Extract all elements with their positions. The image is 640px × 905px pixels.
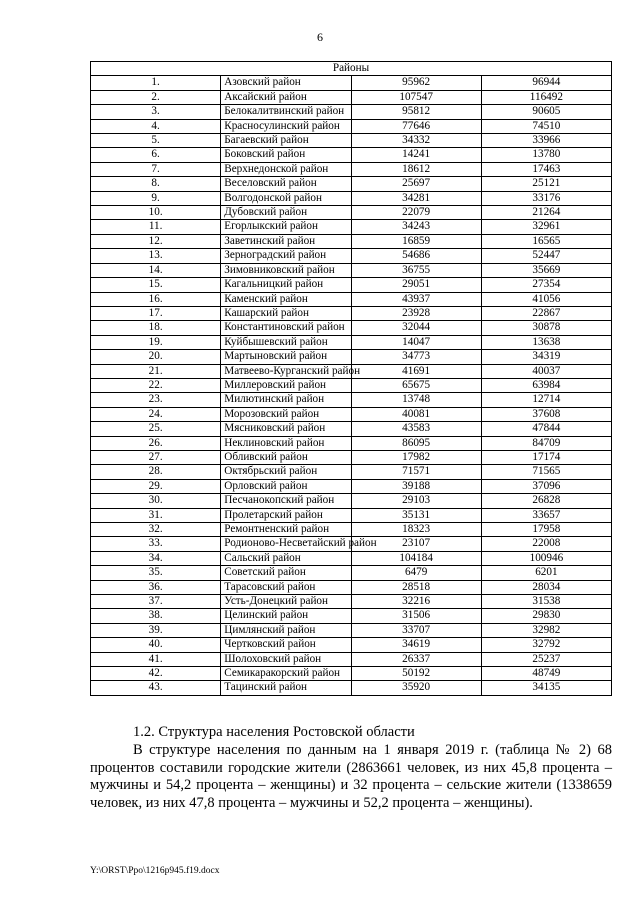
district-name: Семикаракорский район bbox=[221, 667, 351, 681]
table-row bbox=[91, 595, 612, 609]
population-value-1: 50192 bbox=[351, 667, 481, 681]
table-row bbox=[91, 278, 612, 292]
population-value-2: 48749 bbox=[481, 667, 611, 681]
table-row bbox=[91, 479, 612, 493]
population-value-2: 31538 bbox=[481, 595, 611, 609]
table-row bbox=[91, 306, 612, 320]
row-number: 19. bbox=[91, 335, 221, 349]
population-value-2: 71565 bbox=[481, 465, 611, 479]
district-name: Шолоховский район bbox=[221, 652, 351, 666]
table-row bbox=[91, 523, 612, 537]
row-number: 4. bbox=[91, 119, 221, 133]
row-number: 9. bbox=[91, 191, 221, 205]
district-name: Октябрьский район bbox=[221, 465, 351, 479]
district-name: Аксайский район bbox=[221, 90, 351, 104]
population-value-2: 41056 bbox=[481, 292, 611, 306]
population-value-2: 22008 bbox=[481, 537, 611, 551]
row-number: 31. bbox=[91, 508, 221, 522]
population-value-1: 36755 bbox=[351, 263, 481, 277]
population-value-2: 26828 bbox=[481, 494, 611, 508]
table-row bbox=[91, 234, 612, 248]
table-row bbox=[91, 508, 612, 522]
population-value-2: 32982 bbox=[481, 623, 611, 637]
row-number: 8. bbox=[91, 177, 221, 191]
population-value-2: 74510 bbox=[481, 119, 611, 133]
table-row bbox=[91, 292, 612, 306]
population-value-2: 22867 bbox=[481, 306, 611, 320]
row-number: 21. bbox=[91, 364, 221, 378]
district-name: Тарасовский район bbox=[221, 580, 351, 594]
district-name: Миллеровский район bbox=[221, 378, 351, 392]
row-number: 10. bbox=[91, 206, 221, 220]
population-value-1: 14241 bbox=[351, 148, 481, 162]
table-row bbox=[91, 119, 612, 133]
district-name: Константиновский район bbox=[221, 321, 351, 335]
district-name: Обливский район bbox=[221, 450, 351, 464]
table-row bbox=[91, 220, 612, 234]
table-row bbox=[91, 407, 612, 421]
row-number: 39. bbox=[91, 623, 221, 637]
population-value-2: 21264 bbox=[481, 206, 611, 220]
row-number: 27. bbox=[91, 450, 221, 464]
district-name: Родионово-Несветайский район bbox=[221, 537, 351, 551]
table-row bbox=[91, 393, 612, 407]
district-name: Дубовский район bbox=[221, 206, 351, 220]
population-value-1: 35131 bbox=[351, 508, 481, 522]
district-name: Верхнедонской район bbox=[221, 162, 351, 176]
population-value-1: 95812 bbox=[351, 105, 481, 119]
table-row bbox=[91, 148, 612, 162]
population-value-1: 32216 bbox=[351, 595, 481, 609]
district-name: Сальский район bbox=[221, 551, 351, 565]
file-path-footer: Y:\ORST\Ppo\1216p945.f19.docx bbox=[90, 866, 220, 876]
row-number: 7. bbox=[91, 162, 221, 176]
district-name: Цимлянский район bbox=[221, 623, 351, 637]
row-number: 18. bbox=[91, 321, 221, 335]
population-value-2: 34135 bbox=[481, 681, 611, 695]
population-value-1: 26337 bbox=[351, 652, 481, 666]
population-value-1: 28518 bbox=[351, 580, 481, 594]
district-name: Чертковский район bbox=[221, 638, 351, 652]
population-value-1: 65675 bbox=[351, 378, 481, 392]
row-number: 16. bbox=[91, 292, 221, 306]
table-row bbox=[91, 652, 612, 666]
population-value-1: 41691 bbox=[351, 364, 481, 378]
population-value-1: 54686 bbox=[351, 249, 481, 263]
population-value-1: 107547 bbox=[351, 90, 481, 104]
district-name: Зимовниковский район bbox=[221, 263, 351, 277]
row-number: 38. bbox=[91, 609, 221, 623]
district-name: Красносулинский район bbox=[221, 119, 351, 133]
row-number: 41. bbox=[91, 652, 221, 666]
district-name: Азовский район bbox=[221, 76, 351, 90]
population-value-2: 33176 bbox=[481, 191, 611, 205]
population-value-1: 86095 bbox=[351, 436, 481, 450]
population-value-2: 16565 bbox=[481, 234, 611, 248]
table-row bbox=[91, 551, 612, 565]
population-value-1: 13748 bbox=[351, 393, 481, 407]
table-row bbox=[91, 177, 612, 191]
district-name: Пролетарский район bbox=[221, 508, 351, 522]
district-name: Милютинский район bbox=[221, 393, 351, 407]
district-name: Песчанокопский район bbox=[221, 494, 351, 508]
row-number: 2. bbox=[91, 90, 221, 104]
table-row bbox=[91, 422, 612, 436]
population-value-2: 47844 bbox=[481, 422, 611, 436]
population-value-1: 29051 bbox=[351, 278, 481, 292]
row-number: 34. bbox=[91, 551, 221, 565]
row-number: 14. bbox=[91, 263, 221, 277]
row-number: 20. bbox=[91, 350, 221, 364]
section-title: 1.2. Структура населения Ростовской области bbox=[133, 724, 415, 740]
population-value-1: 6479 bbox=[351, 566, 481, 580]
population-value-2: 13780 bbox=[481, 148, 611, 162]
page-number: 6 bbox=[317, 30, 323, 44]
table-header-row bbox=[91, 62, 612, 76]
population-value-2: 17174 bbox=[481, 450, 611, 464]
population-value-2: 13638 bbox=[481, 335, 611, 349]
district-name: Куйбышевский район bbox=[221, 335, 351, 349]
table-row bbox=[91, 335, 612, 349]
population-value-2: 17958 bbox=[481, 523, 611, 537]
population-value-1: 95962 bbox=[351, 76, 481, 90]
table-row bbox=[91, 638, 612, 652]
population-value-1: 40081 bbox=[351, 407, 481, 421]
population-value-2: 116492 bbox=[481, 90, 611, 104]
table-row bbox=[91, 162, 612, 176]
table-row bbox=[91, 321, 612, 335]
row-number: 13. bbox=[91, 249, 221, 263]
population-value-2: 100946 bbox=[481, 551, 611, 565]
population-value-1: 39188 bbox=[351, 479, 481, 493]
population-value-1: 33707 bbox=[351, 623, 481, 637]
table-row bbox=[91, 566, 612, 580]
row-number: 26. bbox=[91, 436, 221, 450]
table-row bbox=[91, 350, 612, 364]
population-value-1: 104184 bbox=[351, 551, 481, 565]
population-value-1: 23928 bbox=[351, 306, 481, 320]
row-number: 29. bbox=[91, 479, 221, 493]
population-value-1: 43937 bbox=[351, 292, 481, 306]
district-name: Тацинский район bbox=[221, 681, 351, 695]
population-value-1: 34332 bbox=[351, 134, 481, 148]
population-value-1: 29103 bbox=[351, 494, 481, 508]
population-value-2: 17463 bbox=[481, 162, 611, 176]
population-value-2: 33966 bbox=[481, 134, 611, 148]
population-value-2: 96944 bbox=[481, 76, 611, 90]
row-number: 25. bbox=[91, 422, 221, 436]
district-name: Мясниковский район bbox=[221, 422, 351, 436]
population-value-1: 71571 bbox=[351, 465, 481, 479]
population-value-2: 25121 bbox=[481, 177, 611, 191]
row-number: 17. bbox=[91, 306, 221, 320]
district-name: Кашарский район bbox=[221, 306, 351, 320]
row-number: 37. bbox=[91, 595, 221, 609]
row-number: 42. bbox=[91, 667, 221, 681]
row-number: 33. bbox=[91, 537, 221, 551]
population-value-1: 32044 bbox=[351, 321, 481, 335]
row-number: 32. bbox=[91, 523, 221, 537]
district-name: Матвеево-Курганский район bbox=[221, 364, 351, 378]
district-name: Багаевский район bbox=[221, 134, 351, 148]
population-value-2: 32792 bbox=[481, 638, 611, 652]
table-row bbox=[91, 378, 612, 392]
district-name: Каменский район bbox=[221, 292, 351, 306]
district-name: Зерноградский район bbox=[221, 249, 351, 263]
district-name: Морозовский район bbox=[221, 407, 351, 421]
row-number: 28. bbox=[91, 465, 221, 479]
table-row bbox=[91, 263, 612, 277]
population-value-1: 77646 bbox=[351, 119, 481, 133]
population-value-1: 34619 bbox=[351, 638, 481, 652]
row-number: 11. bbox=[91, 220, 221, 234]
table-row bbox=[91, 667, 612, 681]
population-value-2: 84709 bbox=[481, 436, 611, 450]
table-row bbox=[91, 76, 612, 90]
population-value-2: 6201 bbox=[481, 566, 611, 580]
district-name: Боковский район bbox=[221, 148, 351, 162]
district-name: Егорлыкский район bbox=[221, 220, 351, 234]
population-value-2: 25237 bbox=[481, 652, 611, 666]
table-row bbox=[91, 681, 612, 695]
population-value-2: 27354 bbox=[481, 278, 611, 292]
population-value-2: 29830 bbox=[481, 609, 611, 623]
population-value-1: 34773 bbox=[351, 350, 481, 364]
population-value-2: 37096 bbox=[481, 479, 611, 493]
row-number: 36. bbox=[91, 580, 221, 594]
district-name: Кагальницкий район bbox=[221, 278, 351, 292]
row-number: 5. bbox=[91, 134, 221, 148]
population-value-1: 18612 bbox=[351, 162, 481, 176]
row-number: 43. bbox=[91, 681, 221, 695]
population-value-2: 28034 bbox=[481, 580, 611, 594]
table-row bbox=[91, 249, 612, 263]
population-value-2: 33657 bbox=[481, 508, 611, 522]
row-number: 40. bbox=[91, 638, 221, 652]
district-name: Ремонтненский район bbox=[221, 523, 351, 537]
row-number: 23. bbox=[91, 393, 221, 407]
district-name: Заветинский район bbox=[221, 234, 351, 248]
population-value-2: 32961 bbox=[481, 220, 611, 234]
population-value-1: 22079 bbox=[351, 206, 481, 220]
population-value-2: 90605 bbox=[481, 105, 611, 119]
district-name: Веселовский район bbox=[221, 177, 351, 191]
population-value-1: 34281 bbox=[351, 191, 481, 205]
population-value-1: 43583 bbox=[351, 422, 481, 436]
table-row bbox=[91, 580, 612, 594]
population-value-1: 31506 bbox=[351, 609, 481, 623]
population-value-2: 40037 bbox=[481, 364, 611, 378]
table-row bbox=[91, 623, 612, 637]
population-value-1: 23107 bbox=[351, 537, 481, 551]
table-row bbox=[91, 191, 612, 205]
district-name: Мартыновский район bbox=[221, 350, 351, 364]
population-value-2: 30878 bbox=[481, 321, 611, 335]
table-row bbox=[91, 206, 612, 220]
row-number: 3. bbox=[91, 105, 221, 119]
population-value-1: 17982 bbox=[351, 450, 481, 464]
district-name: Советский район bbox=[221, 566, 351, 580]
population-value-1: 34243 bbox=[351, 220, 481, 234]
row-number: 1. bbox=[91, 76, 221, 90]
table-row bbox=[91, 494, 612, 508]
district-name: Неклиновский район bbox=[221, 436, 351, 450]
table-header: Районы bbox=[91, 62, 612, 76]
district-name: Волгодонской район bbox=[221, 191, 351, 205]
row-number: 12. bbox=[91, 234, 221, 248]
table-row bbox=[91, 134, 612, 148]
table-row bbox=[91, 537, 612, 551]
population-value-2: 52447 bbox=[481, 249, 611, 263]
population-value-1: 18323 bbox=[351, 523, 481, 537]
row-number: 22. bbox=[91, 378, 221, 392]
population-value-1: 25697 bbox=[351, 177, 481, 191]
table-row bbox=[91, 609, 612, 623]
row-number: 6. bbox=[91, 148, 221, 162]
table-row bbox=[91, 105, 612, 119]
table-row bbox=[91, 364, 612, 378]
district-name: Усть-Донецкий район bbox=[221, 595, 351, 609]
population-value-1: 35920 bbox=[351, 681, 481, 695]
population-value-1: 14047 bbox=[351, 335, 481, 349]
row-number: 35. bbox=[91, 566, 221, 580]
row-number: 24. bbox=[91, 407, 221, 421]
table-row bbox=[91, 450, 612, 464]
district-name: Целинский район bbox=[221, 609, 351, 623]
population-value-2: 12714 bbox=[481, 393, 611, 407]
body-paragraph: В структуре населения по данным на 1 января 2019 г. (таблица № 2) 68 процентов составили городские жители (2863661 человек, из них 45,8 процента – мужчины и 54,2 процента – женщины) и 32 процента – сельские жители (1338659 человек, из них 47,8 процента – мужчины и 52,2 процента – женщины). bbox=[90, 742, 612, 811]
population-value-2: 63984 bbox=[481, 378, 611, 392]
districts-table bbox=[90, 61, 612, 696]
district-name: Орловский район bbox=[221, 479, 351, 493]
population-value-2: 34319 bbox=[481, 350, 611, 364]
row-number: 15. bbox=[91, 278, 221, 292]
table-row bbox=[91, 436, 612, 450]
row-number: 30. bbox=[91, 494, 221, 508]
table-row bbox=[91, 465, 612, 479]
population-value-2: 35669 bbox=[481, 263, 611, 277]
population-value-2: 37608 bbox=[481, 407, 611, 421]
population-value-1: 16859 bbox=[351, 234, 481, 248]
district-name: Белокалитвинский район bbox=[221, 105, 351, 119]
table-row bbox=[91, 90, 612, 104]
